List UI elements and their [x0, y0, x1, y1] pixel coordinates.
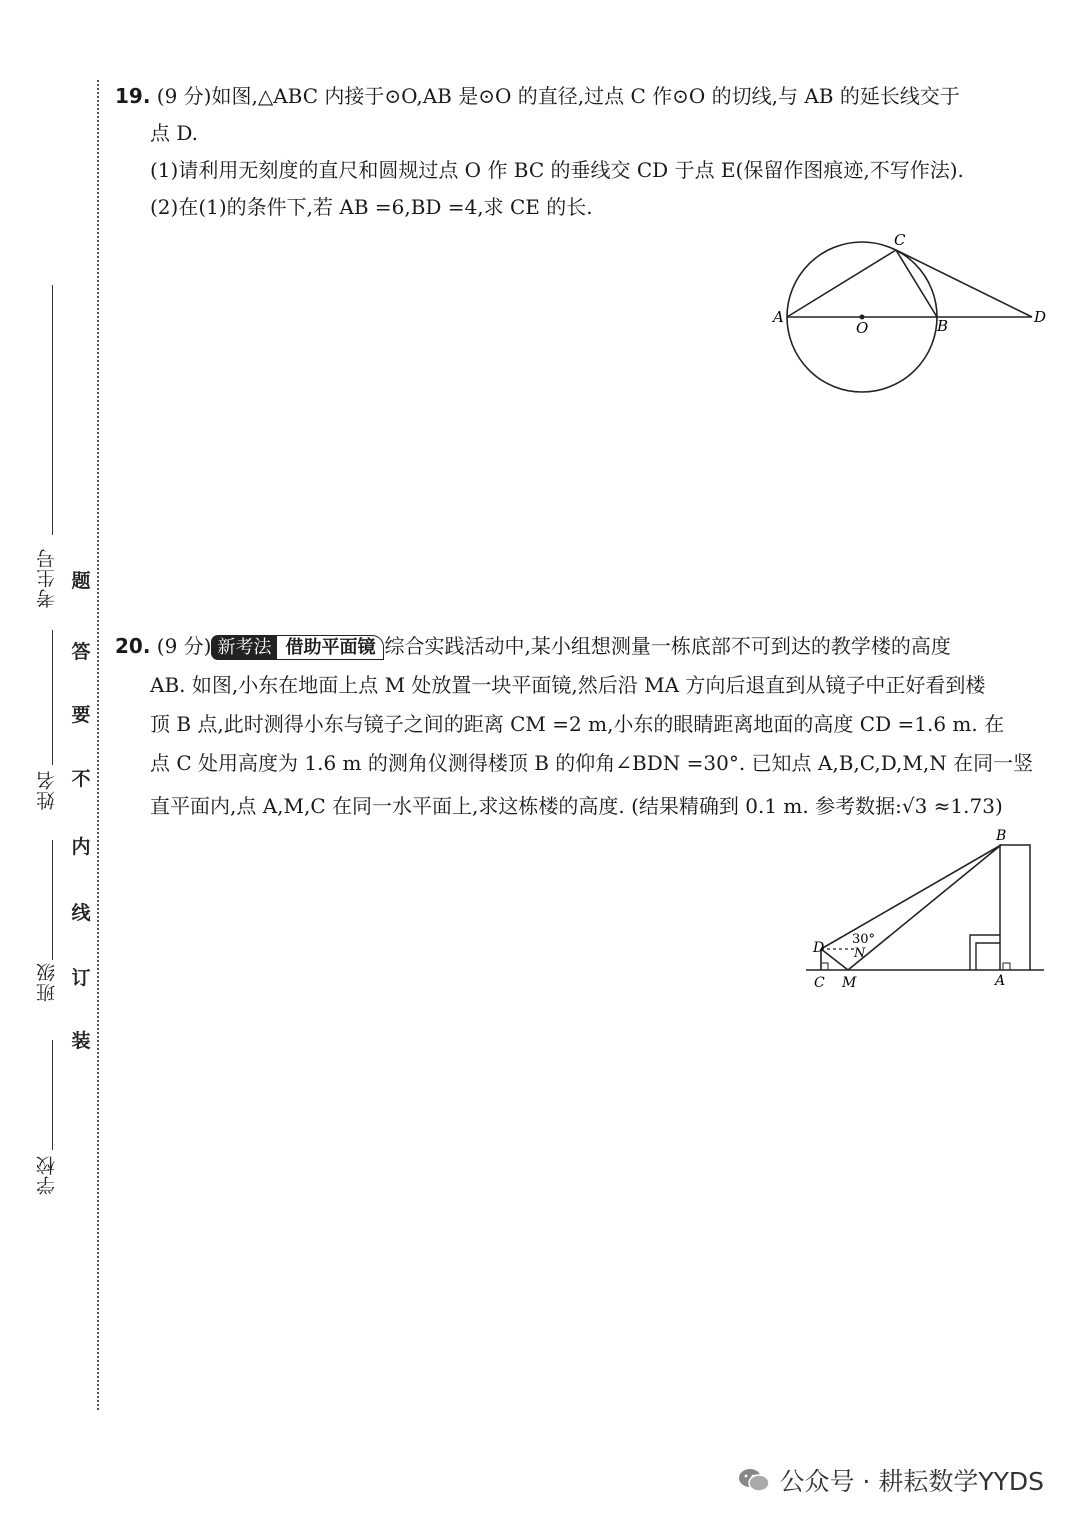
class-underline	[52, 840, 53, 960]
name-underline	[52, 630, 53, 765]
label-d: D	[1034, 308, 1047, 326]
q19-stem-text: (9 分)如图,△ABC 内接于⊙O,AB 是⊙O 的直径,过点 C 作⊙O 的切线,与 AB 的延长线交于	[156, 84, 960, 108]
right-angle-a	[1003, 963, 1010, 970]
exam-no-underline	[52, 285, 53, 535]
label-n: N	[854, 946, 866, 961]
warning-char: 装	[71, 1030, 91, 1052]
warning-char: 题	[71, 570, 91, 592]
q20-stem-text: 综合实践活动中,某小组想测量一栋底部不可到达的教学楼的高度	[384, 634, 951, 658]
label-b: B	[937, 317, 949, 335]
warning-char: 答	[71, 641, 91, 663]
side-structure-inner	[976, 943, 1000, 970]
q19-part2: (2)在(1)的条件下,若 AB =6,BD =4,求 CE 的长.	[150, 195, 593, 219]
q19-figure	[760, 225, 1060, 405]
name-label: 姓名	[36, 770, 58, 810]
label-a: A	[773, 308, 784, 326]
q20-stem-line1	[115, 628, 1046, 665]
label-c: C	[894, 231, 906, 249]
label-a: A	[995, 973, 1006, 989]
warning-char: 订	[71, 967, 91, 989]
label-d: D	[813, 940, 825, 956]
q20-points: (9 分)	[156, 634, 212, 658]
q19-stem-line2: 点 D.	[150, 121, 199, 145]
binding-dotted-line	[97, 80, 99, 1410]
exam-no-label: 考生号	[36, 548, 58, 608]
warning-char: 不	[71, 768, 91, 790]
angle-label: 30°	[852, 932, 876, 947]
warning-char: 要	[71, 704, 91, 726]
school-label: 学校	[36, 1155, 58, 1195]
q20-stem-line2: AB. 如图,小东在地面上点 M 处放置一块平面镜,然后沿 MA 方向后退直到从镜子中正好看到楼	[150, 673, 986, 697]
warning-char: 内	[71, 836, 91, 858]
footer-watermark	[737, 1462, 1044, 1498]
wechat-icon	[737, 1466, 771, 1494]
q20-stem-line3: 顶 B 点,此时测得小东与镜子之间的距离 CM =2 m,小东的眼睛距离地面的高度 CD =1.6 m. 在	[150, 712, 1005, 736]
segment-db	[821, 845, 1001, 949]
label-b: B	[996, 828, 1007, 844]
school-underline	[52, 1040, 53, 1150]
side-structure	[970, 935, 1000, 970]
q20-stem-line4: 点 C 处用高度为 1.6 m 的测角仪测得楼顶 B 的仰角∠BDN =30°. 已知点 A,B,C,D,M,N 在同一竖	[150, 751, 1034, 775]
label-o: O	[856, 319, 869, 337]
question-19	[115, 78, 1046, 226]
class-label: 班级	[36, 962, 58, 1002]
q20-figure	[800, 825, 1050, 995]
q19-part1: (1)请利用无刻度的直尺和圆规过点 O 作 BC 的垂线交 CD 于点 E(保留作图痕迹,不写作法).	[150, 158, 964, 182]
label-c: C	[814, 975, 825, 991]
segment-dm	[821, 949, 848, 970]
label-m: M	[842, 975, 857, 991]
q20-stem-line5: 直平面内,点 A,M,C 在同一水平面上,求这栋楼的高度. (结果精确到 0.1 m. 参考数据:√3 ≈1.73)	[150, 794, 1003, 818]
q20-number: 20.	[115, 634, 151, 658]
segment-mb	[848, 845, 1001, 970]
mirror-method-tag: 借助平面镜	[277, 635, 384, 660]
question-20	[115, 628, 1046, 825]
new-method-tag: 新考法	[211, 635, 277, 660]
building	[1000, 845, 1030, 970]
q19-number: 19.	[115, 84, 151, 108]
right-angle-c	[821, 963, 828, 970]
segment-ac	[787, 250, 896, 317]
footer-text: 公众号 · 耕耘数学YYDS	[779, 1467, 1044, 1496]
warning-char: 线	[71, 902, 91, 924]
q19-stem-line1	[115, 78, 1046, 115]
